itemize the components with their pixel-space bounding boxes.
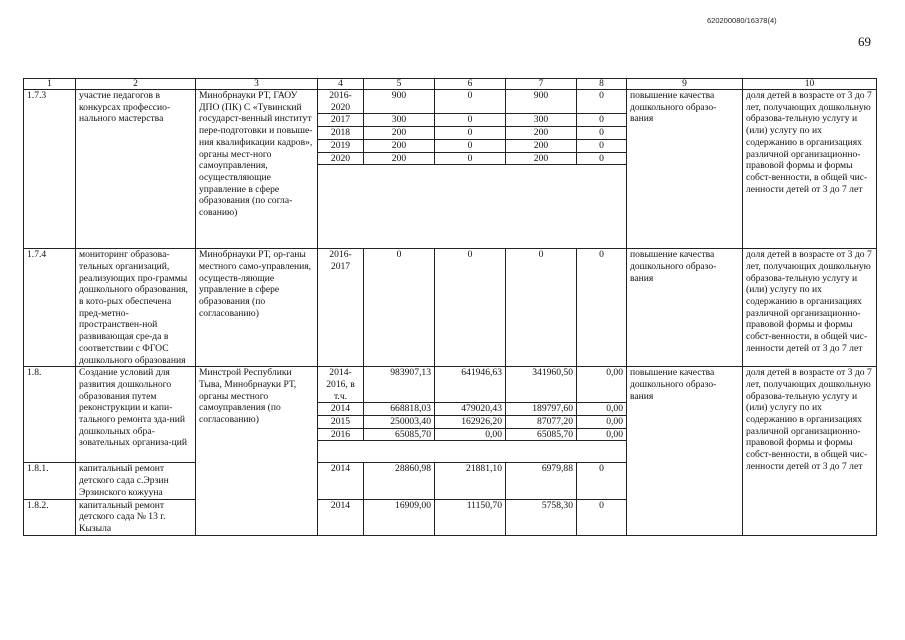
column-header: 7 <box>506 79 577 90</box>
local-cell: 0,00 <box>577 403 627 416</box>
year-cell: 2016-2017 <box>318 249 364 367</box>
local-cell: 0 <box>577 139 627 152</box>
republic-cell: 200 <box>506 127 577 140</box>
total-cell: 250003,40 <box>364 416 435 429</box>
column-header: 8 <box>577 79 627 90</box>
measure-name: участие педагогов в конкурсах профессио-нального мастерства <box>76 90 196 249</box>
table-row <box>24 367 877 403</box>
row-number: 1.7.4 <box>24 249 76 367</box>
measure-name: Создание условий для развития дошкольного образования путем реконструкции и капи-тального ремонта зда-ний дошкольных обра-зовательных организа-ций <box>76 367 196 463</box>
federal-cell: 21881,10 <box>435 463 506 499</box>
column-header: 9 <box>627 79 743 90</box>
year-cell: 2017 <box>318 114 364 127</box>
total-cell: 983907,13 <box>364 367 435 403</box>
year-cell: 2014 <box>318 403 364 416</box>
row-number: 1.8.2. <box>24 499 76 535</box>
year-cell: 2014 <box>318 463 364 499</box>
year-cell: 2019 <box>318 139 364 152</box>
total-cell: 28860,98 <box>364 463 435 499</box>
indicator: доля детей в возрасте от 3 до 7 лет, получающих дошкольную образова-тельную услугу и (или) услугу по их содержанию в организациях различной организационно-правовой формы и формы собст-венности, в общей чис-ленности детей от 3 до 7 лет <box>743 90 877 249</box>
empty-cell <box>318 165 627 249</box>
expected-result: повышение качества дошкольного образо-вания <box>627 249 743 367</box>
expected-result: повышение качества дошкольного образо-вания <box>627 367 743 535</box>
row-number: 1.8. <box>24 367 76 463</box>
column-header: 10 <box>743 79 877 90</box>
column-header: 2 <box>76 79 196 90</box>
column-header: 1 <box>24 79 76 90</box>
program-table <box>23 78 877 536</box>
republic-cell: 65085,70 <box>506 428 577 441</box>
local-cell: 0 <box>577 114 627 127</box>
federal-cell: 0 <box>435 127 506 140</box>
republic-cell: 6979,88 <box>506 463 577 499</box>
executor: Минстрой Республики Тыва, Минобрнауки РТ, органы местного самоуправления (по согласованию) <box>196 367 318 535</box>
indicator: доля детей в возрасте от 3 до 7 лет, получающих дошкольную образова-тельную услугу и (или) услугу по их содержанию в организациях различной организационно-правовой формы и формы собст-венности, в общей чис-ленности детей от 3 до 7 лет <box>743 367 877 535</box>
column-header: 3 <box>196 79 318 90</box>
executor: Минобрнауки РТ, ГАОУ ДПО (ПК) С «Тувинский государст-венный институт пере-подготовки и повыше-ния квалификации кадров», органы мест-ного самоуправления, осуществляющие управление в сфере образования (по согла-сованию) <box>196 90 318 249</box>
federal-cell: 0 <box>435 139 506 152</box>
federal-cell: 0 <box>435 152 506 165</box>
local-cell: 0 <box>577 249 627 367</box>
local-cell: 0 <box>577 90 627 114</box>
row-number: 1.7.3 <box>24 90 76 249</box>
column-header: 4 <box>318 79 364 90</box>
table-row <box>24 90 877 114</box>
republic-cell: 87077,20 <box>506 416 577 429</box>
document-number: 620200080/16378(4) <box>707 16 777 25</box>
column-header: 6 <box>435 79 506 90</box>
federal-cell: 0,00 <box>435 428 506 441</box>
local-cell: 0,00 <box>577 367 627 403</box>
measure-name: капитальный ремонт детского сада с.Эрзин Эрзинского кожууна <box>76 463 196 499</box>
year-cell: 2014-2016, в т.ч. <box>318 367 364 403</box>
republic-cell: 300 <box>506 114 577 127</box>
page-number: 69 <box>858 34 871 49</box>
year-cell: 2018 <box>318 127 364 140</box>
local-cell: 0,00 <box>577 428 627 441</box>
row-number: 1.8.1. <box>24 463 76 499</box>
republic-cell: 0 <box>506 249 577 367</box>
year-cell: 2016 <box>318 428 364 441</box>
expected-result: повышение качества дошкольного образо-вания <box>627 90 743 249</box>
republic-cell: 900 <box>506 90 577 114</box>
federal-cell: 641946,63 <box>435 367 506 403</box>
local-cell: 0,00 <box>577 416 627 429</box>
federal-cell: 0 <box>435 114 506 127</box>
local-cell: 0 <box>577 499 627 535</box>
republic-cell: 200 <box>506 152 577 165</box>
local-cell: 0 <box>577 152 627 165</box>
measure-name: капитальный ремонт детского сада № 13 г. Кызыла <box>76 499 196 535</box>
total-cell: 200 <box>364 152 435 165</box>
total-cell: 900 <box>364 90 435 114</box>
year-cell: 2020 <box>318 152 364 165</box>
federal-cell: 11150,70 <box>435 499 506 535</box>
table-row <box>24 249 877 367</box>
measure-name: мониторинг образова-тельных организаций, реализующих про-граммы дошкольного образования, в кото-рых обеспечена пред-метно-пространствен-ной развивающая сре-да в соответствии с ФГОС дошкольного образования <box>76 249 196 367</box>
republic-cell: 200 <box>506 139 577 152</box>
republic-cell: 5758,30 <box>506 499 577 535</box>
local-cell: 0 <box>577 463 627 499</box>
total-cell: 668818,03 <box>364 403 435 416</box>
federal-cell: 0 <box>435 90 506 114</box>
indicator: доля детей в возрасте от 3 до 7 лет, получающих дошкольную образова-тельную услугу и (или) услугу по их содержанию в организациях различной организационно-правовой формы и формы собст-венности, в общей чис-ленности детей от 3 до 7 лет <box>743 249 877 367</box>
total-cell: 0 <box>364 249 435 367</box>
federal-cell: 0 <box>435 249 506 367</box>
republic-cell: 341960,50 <box>506 367 577 403</box>
column-number-row <box>24 79 877 90</box>
federal-cell: 162926,20 <box>435 416 506 429</box>
total-cell: 65085,70 <box>364 428 435 441</box>
republic-cell: 189797,60 <box>506 403 577 416</box>
total-cell: 200 <box>364 127 435 140</box>
total-cell: 200 <box>364 139 435 152</box>
federal-cell: 479020,43 <box>435 403 506 416</box>
year-cell: 2016-2020 <box>318 90 364 114</box>
total-cell: 16909,00 <box>364 499 435 535</box>
column-header: 5 <box>364 79 435 90</box>
local-cell: 0 <box>577 127 627 140</box>
empty-cell <box>318 441 627 463</box>
executor: Минобрнауки РТ, ор-ганы местного само-управления, осуществ-ляющие управление в сфере образования (по согласованию) <box>196 249 318 367</box>
year-cell: 2015 <box>318 416 364 429</box>
total-cell: 300 <box>364 114 435 127</box>
year-cell: 2014 <box>318 499 364 535</box>
